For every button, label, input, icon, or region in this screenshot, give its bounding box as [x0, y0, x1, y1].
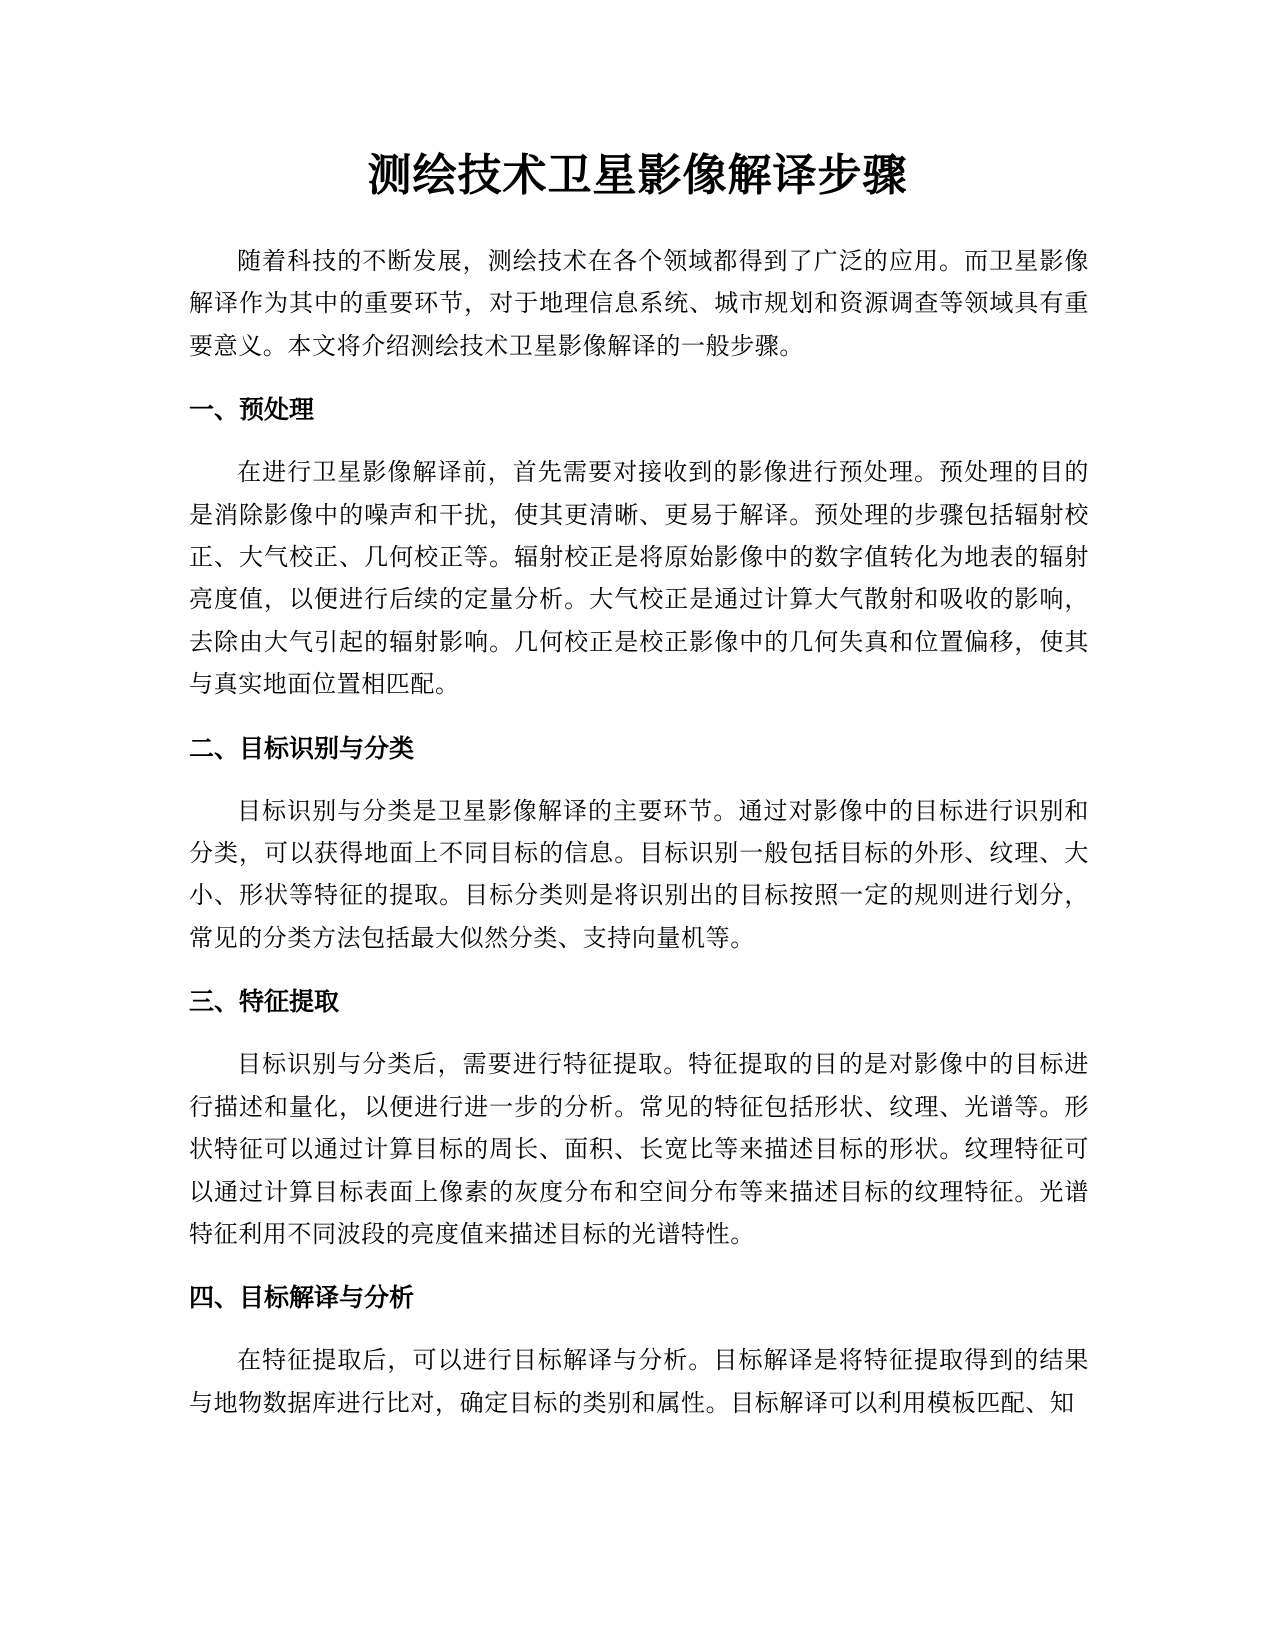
section-heading-feature-extraction: 三、特征提取 — [189, 987, 340, 1017]
intro-paragraph: 随着科技的不断发展，测绘技术在各个领域都得到了广泛的应用。而卫星影像解译作为其中的重要环节，对于地理信息系统、城市规划和资源调查等领域具有重要意义。本文将介绍测绘技术卫星影像解译的一般步骤。 — [189, 247, 1089, 360]
section-heading-interpretation: 四、目标解译与分析 — [189, 1283, 415, 1313]
section-paragraph-classification: 目标识别与分类是卫星影像解译的主要环节。通过对影像中的目标进行识别和分类，可以获得地面上不同目标的信息。目标识别一般包括目标的外形、纹理、大小、形状等特征的提取。目标分类则是将识别出的目标按照一定的规则进行划分，常见的分类方法包括最大似然分类、支持向量机等。 — [189, 796, 1089, 952]
section-heading-classification: 二、目标识别与分类 — [189, 733, 415, 763]
section-heading-preprocessing: 一、预处理 — [189, 395, 315, 425]
section-paragraph-feature-extraction: 目标识别与分类后，需要进行特征提取。特征提取的目的是对影像中的目标进行描述和量化，以便进行进一步的分析。常见的特征包括形状、纹理、光谱等。形状特征可以通过计算目标的周长、面积、长宽比等来描述目标的形状。纹理特征可以通过计算目标表面上像素的灰度分布和空间分布等来描述目标的纹理特征。光谱特征利用不同波段的亮度值来描述目标的光谱特性。 — [189, 1050, 1089, 1248]
section-paragraph-interpretation: 在特征提取后，可以进行目标解译与分析。目标解译是将特征提取得到的结果与地物数据库进行比对，确定目标的类别和属性。目标解译可以利用模板匹配、知 — [189, 1346, 1089, 1417]
document-title: 测绘技术卫星影像解译步骤 — [367, 150, 908, 201]
section-paragraph-preprocessing: 在进行卫星影像解译前，首先需要对接收到的影像进行预处理。预处理的目的是消除影像中的噪声和干扰，使其更清晰、更易于解译。预处理的步骤包括辐射校正、大气校正、几何校正等。辐射校正是将原始影像中的数字值转化为地表的辐射亮度值，以便进行后续的定量分析。大气校正是通过计算大气散射和吸收的影响，去除由大气引起的辐射影响。几何校正是校正影像中的几何失真和位置偏移，使其与真实地面位置相匹配。 — [189, 458, 1089, 699]
document-body — [189, 240, 1089, 1424]
